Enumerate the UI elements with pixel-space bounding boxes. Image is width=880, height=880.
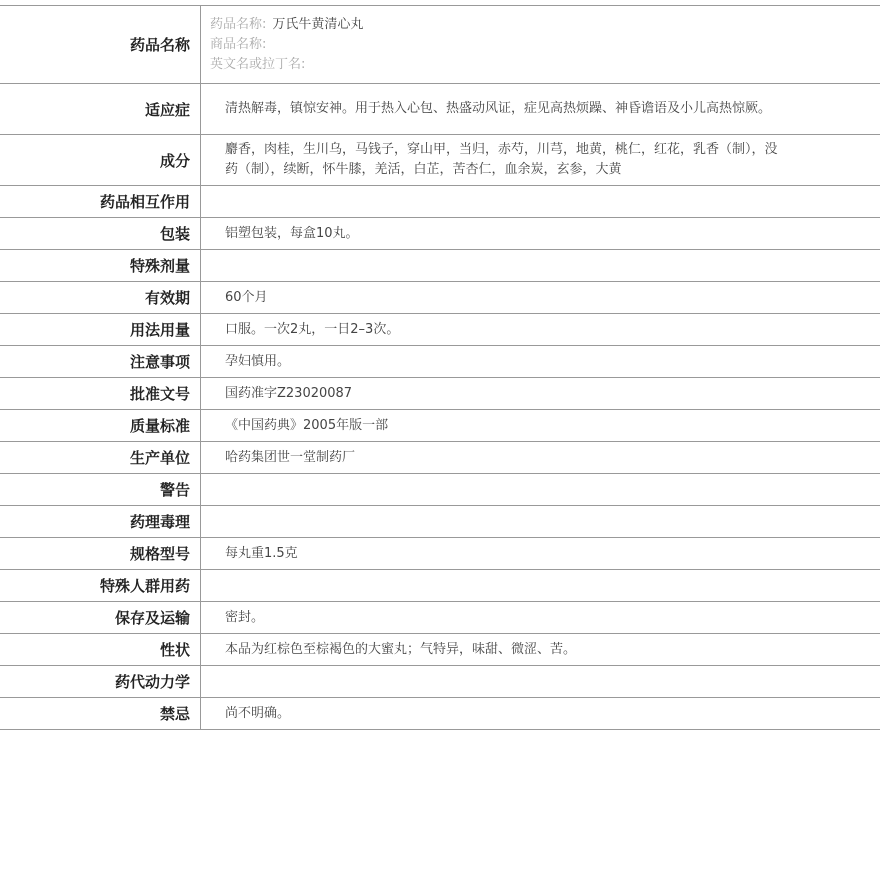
row-special-populations	[0, 570, 880, 602]
row-label: 药品相互作用	[0, 186, 201, 218]
latin-name-line	[210, 55, 860, 75]
row-value: 《中国药典》2005年版一部	[225, 417, 389, 433]
row-value: 60个月	[225, 289, 268, 305]
row-specification	[0, 538, 880, 570]
row-label: 批准文号	[0, 378, 201, 410]
row-value	[201, 666, 880, 698]
row-label: 用法用量	[0, 314, 201, 346]
row-label: 有效期	[0, 282, 201, 314]
row-value: 口服。一次2丸，一日2–3次。	[225, 321, 400, 337]
latin-name-key: 英文名或拉丁名:	[210, 57, 306, 72]
row-label: 规格型号	[0, 538, 201, 570]
row-label: 性状	[0, 634, 201, 666]
row-value: 本品为红棕色至棕褐色的大蜜丸；气特异，味甜、微涩、苦。	[225, 641, 577, 657]
row-label: 包装	[0, 218, 201, 250]
row-label: 保存及运输	[0, 602, 201, 634]
row-value: 哈药集团世一堂制药厂	[225, 449, 356, 465]
drug-name-line	[210, 15, 860, 35]
row-packaging	[0, 218, 880, 250]
row-label: 生产单位	[0, 442, 201, 474]
row-dosage	[0, 314, 880, 346]
row-precautions	[0, 346, 880, 378]
row-label: 适应症	[0, 84, 201, 135]
row-shelf-life	[0, 282, 880, 314]
row-label: 药理毒理	[0, 506, 201, 538]
row-label: 成分	[0, 135, 201, 186]
row-pharmacokinetics	[0, 666, 880, 698]
row-value	[201, 474, 880, 506]
row-storage	[0, 602, 880, 634]
row-approval-number	[0, 378, 880, 410]
drug-names-block	[201, 6, 880, 84]
row-value: 孕妇慎用。	[225, 353, 291, 369]
drug-info-table	[0, 5, 880, 730]
row-value: 每丸重1.5克	[225, 545, 298, 561]
row-indications	[0, 84, 880, 135]
row-pharmacology	[0, 506, 880, 538]
row-value	[201, 570, 880, 602]
row-description	[0, 634, 880, 666]
trade-name-line	[210, 35, 860, 55]
row-warning	[0, 474, 880, 506]
row-drug-name	[0, 6, 880, 84]
drug-name-key: 药品名称:	[210, 17, 267, 32]
drug-name-value: 万氏牛黄清心丸	[272, 17, 364, 32]
row-value: 清热解毒，镇惊安神。用于热入心包、热盛动风证，症见高热烦躁、神昏谵语及小儿高热惊厥。	[225, 101, 772, 116]
trade-name-key: 商品名称:	[210, 37, 267, 52]
row-value: 密封。	[225, 609, 265, 625]
row-value: 国药准字Z23020087	[225, 385, 353, 401]
row-quality-standard	[0, 410, 880, 442]
row-value	[201, 506, 880, 538]
row-label: 特殊剂量	[0, 250, 201, 282]
row-label: 药品名称	[0, 6, 201, 84]
row-value: 麝香，肉桂，生川乌，马钱子，穿山甲，当归，赤芍，川芎，地黄，桃仁，红花，乳香（制），没药（制），续断，怀牛膝，羌活，白芷，苦杏仁，血余炭，玄参，大黄	[225, 142, 778, 177]
row-label: 禁忌	[0, 698, 201, 730]
row-label: 质量标准	[0, 410, 201, 442]
row-label: 特殊人群用药	[0, 570, 201, 602]
row-value	[201, 186, 880, 218]
row-interactions	[0, 186, 880, 218]
row-label: 注意事项	[0, 346, 201, 378]
row-contraindications	[0, 698, 880, 730]
row-ingredients	[0, 135, 880, 186]
row-special-dosage	[0, 250, 880, 282]
row-value: 铝塑包装，每盒10丸。	[225, 225, 359, 241]
row-manufacturer	[0, 442, 880, 474]
row-value: 尚不明确。	[225, 705, 291, 721]
row-label: 药代动力学	[0, 666, 201, 698]
row-label: 警告	[0, 474, 201, 506]
row-value	[201, 250, 880, 282]
